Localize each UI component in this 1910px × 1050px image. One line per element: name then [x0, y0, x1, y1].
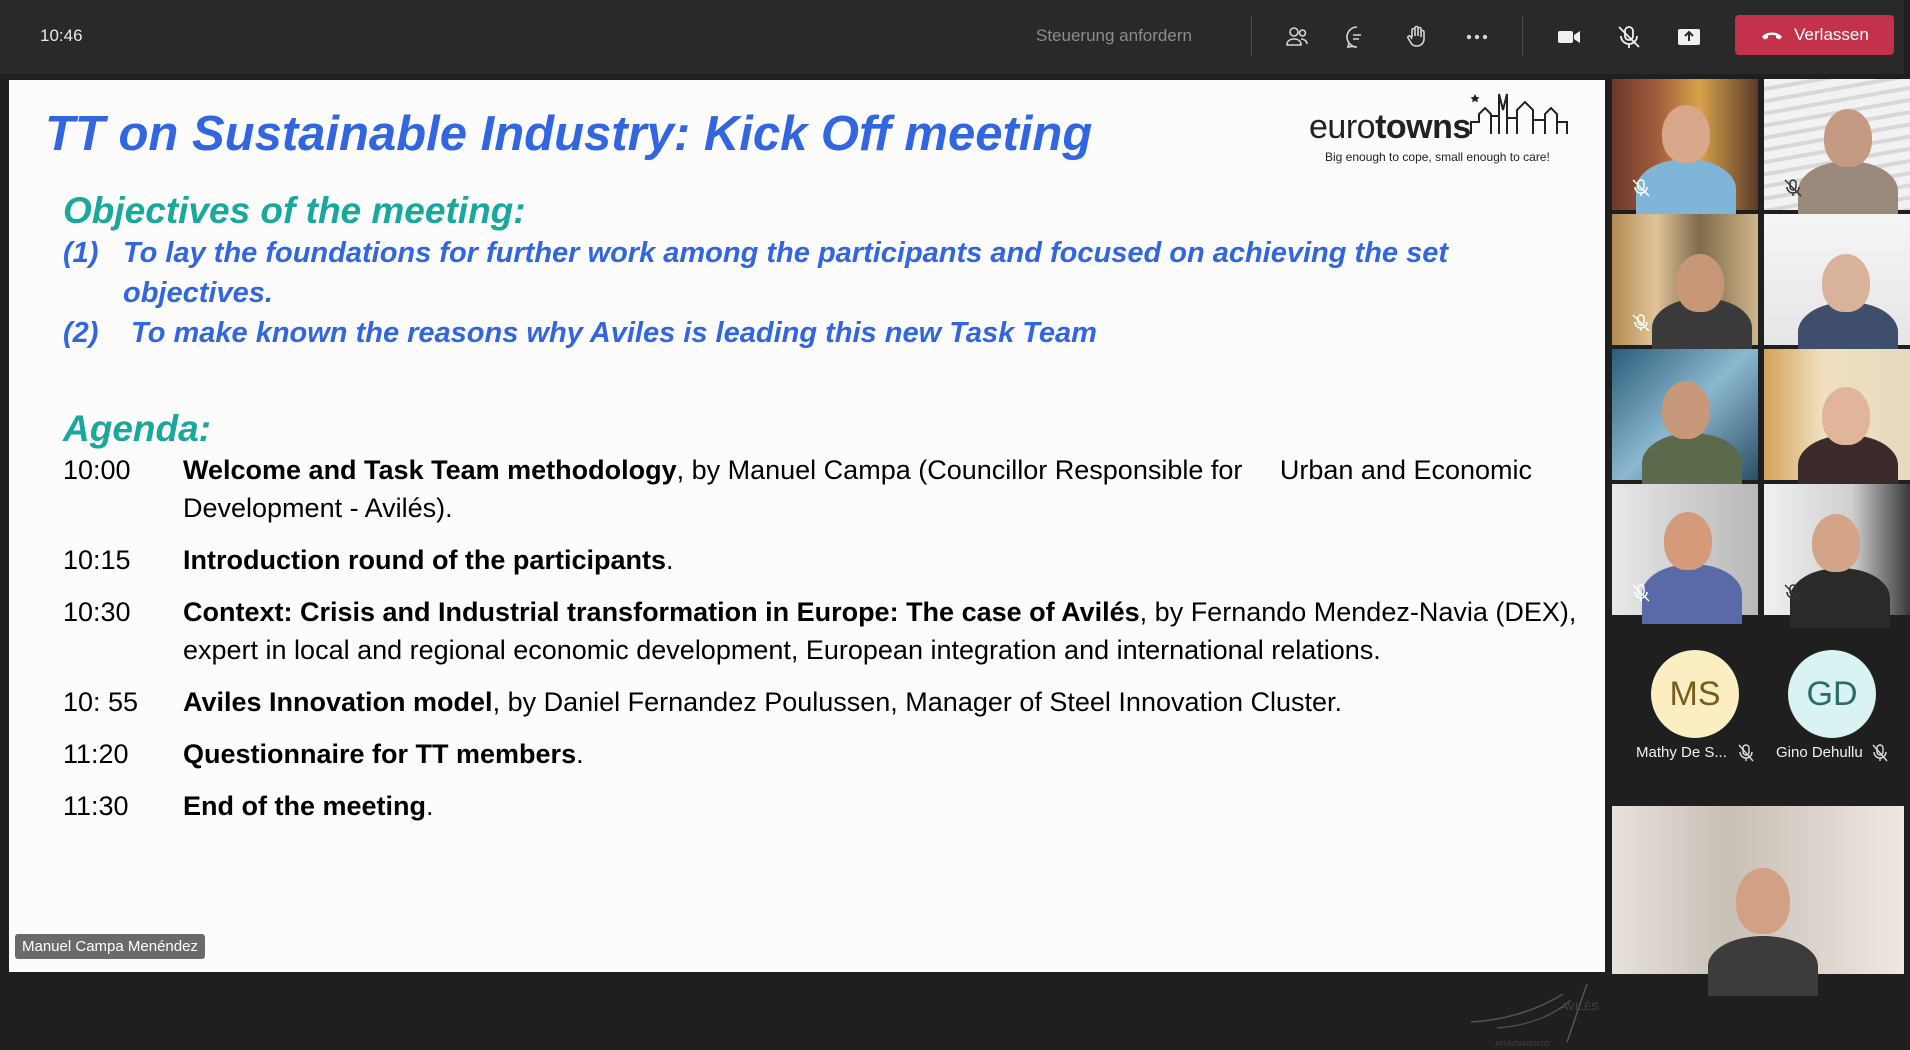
ayuntamiento-aviles-logo — [1467, 980, 1615, 1050]
toolbar-divider — [1251, 16, 1252, 56]
participant-video-tile-active[interactable] — [1612, 349, 1758, 480]
agenda-item: Questionnaire for TT members. — [183, 739, 584, 769]
participant-video-tile[interactable] — [1612, 214, 1758, 345]
mic-off-icon — [1630, 177, 1652, 199]
speaker-name-tag: Manuel Campa Menéndez — [15, 934, 205, 959]
agenda-item: Context: Crisis and Industrial transformation in Europe: The case of Avilés, by Fernando Mendez-Navia (DEX), — [183, 597, 1577, 627]
logo-wordmark: eurotowns — [1309, 108, 1471, 146]
agenda-time: 11:20 — [63, 739, 129, 769]
agenda-item-continued: expert in local and regional economic development, European integration and international relations. — [183, 635, 1381, 665]
objective-text-continued: objectives. — [123, 277, 273, 309]
skyline-icon — [1469, 92, 1581, 136]
participant-video-tile[interactable] — [1764, 79, 1910, 210]
mic-off-icon — [1872, 744, 1888, 762]
objective-number: (2) — [63, 317, 99, 349]
participant-video-tile[interactable] — [1764, 484, 1910, 615]
objective-number: (1) — [63, 237, 99, 269]
leave-label: Verlassen — [1794, 25, 1869, 44]
logo-tagline: Big enough to cope, small enough to care! — [1325, 150, 1550, 164]
agenda-item-continued: Development - Avilés). — [183, 493, 453, 523]
reactions-icon[interactable] — [1400, 20, 1434, 54]
toolbar-divider — [1522, 16, 1523, 56]
svg-text:AYUNTAMIENTO: AYUNTAMIENTO — [1495, 1041, 1550, 1048]
mic-off-icon — [1630, 582, 1652, 604]
participant-name: Mathy De S... — [1636, 744, 1727, 761]
agenda-item: Introduction round of the participants. — [183, 545, 674, 575]
participant-video-tile[interactable] — [1612, 484, 1758, 615]
more-icon[interactable] — [1460, 20, 1494, 54]
leave-button[interactable] — [1735, 15, 1894, 55]
agenda-item: Aviles Innovation model, by Daniel Fernandez Poulussen, Manager of Steel Innovation Cluster. — [183, 687, 1343, 717]
self-video-tile[interactable] — [1612, 806, 1904, 974]
objectives-heading: Objectives of the meeting: — [63, 190, 526, 231]
agenda-time: 10:15 — [63, 545, 131, 575]
phone-icon — [1760, 23, 1784, 47]
mic-off-icon — [1782, 177, 1804, 199]
shared-slide — [9, 80, 1605, 1048]
share-icon[interactable] — [1672, 20, 1706, 54]
agenda-time: 11:30 — [63, 791, 129, 821]
agenda-item: End of the meeting. — [183, 791, 434, 821]
agenda-item: Welcome and Task Team methodology, by Manuel Campa (Councillor Responsible for Urban and Economic — [183, 455, 1533, 485]
participant-video-tile[interactable] — [1764, 349, 1910, 480]
mic-off-icon[interactable] — [1612, 20, 1646, 54]
eurotowns-logo — [1309, 88, 1579, 168]
slide-title: TT on Sustainable Industry: Kick Off meeting — [45, 107, 1093, 161]
agenda-time: 10:00 — [63, 455, 131, 485]
request-control-button[interactable]: Steuerung anfordern — [1036, 26, 1192, 45]
people-icon[interactable] — [1280, 20, 1314, 54]
participant-avatar[interactable]: MS — [1651, 650, 1739, 738]
meeting-timer: 10:46 — [40, 26, 83, 45]
objective-text: To lay the foundations for further work among the participants and focused on achieving the set — [123, 237, 1449, 269]
agenda-time: 10: 55 — [63, 687, 139, 717]
camera-icon[interactable] — [1552, 20, 1586, 54]
objective-text: To make known the reasons why Aviles is leading this new Task Team — [123, 317, 1097, 349]
agenda-time: 10:30 — [63, 597, 131, 627]
meeting-toolbar — [0, 0, 1904, 74]
mic-off-icon — [1782, 582, 1804, 604]
participant-avatar[interactable]: GD — [1788, 650, 1876, 738]
participant-video-tile[interactable] — [1764, 214, 1910, 345]
participant-video-tile[interactable] — [1612, 79, 1758, 210]
mic-off-icon — [1738, 744, 1754, 762]
agenda-heading: Agenda: — [63, 408, 211, 449]
svg-text:AVILÉS: AVILÉS — [1561, 1001, 1599, 1013]
mic-off-icon — [1630, 312, 1652, 334]
chat-icon[interactable] — [1340, 20, 1374, 54]
participant-name: Gino Dehullu — [1776, 744, 1863, 761]
